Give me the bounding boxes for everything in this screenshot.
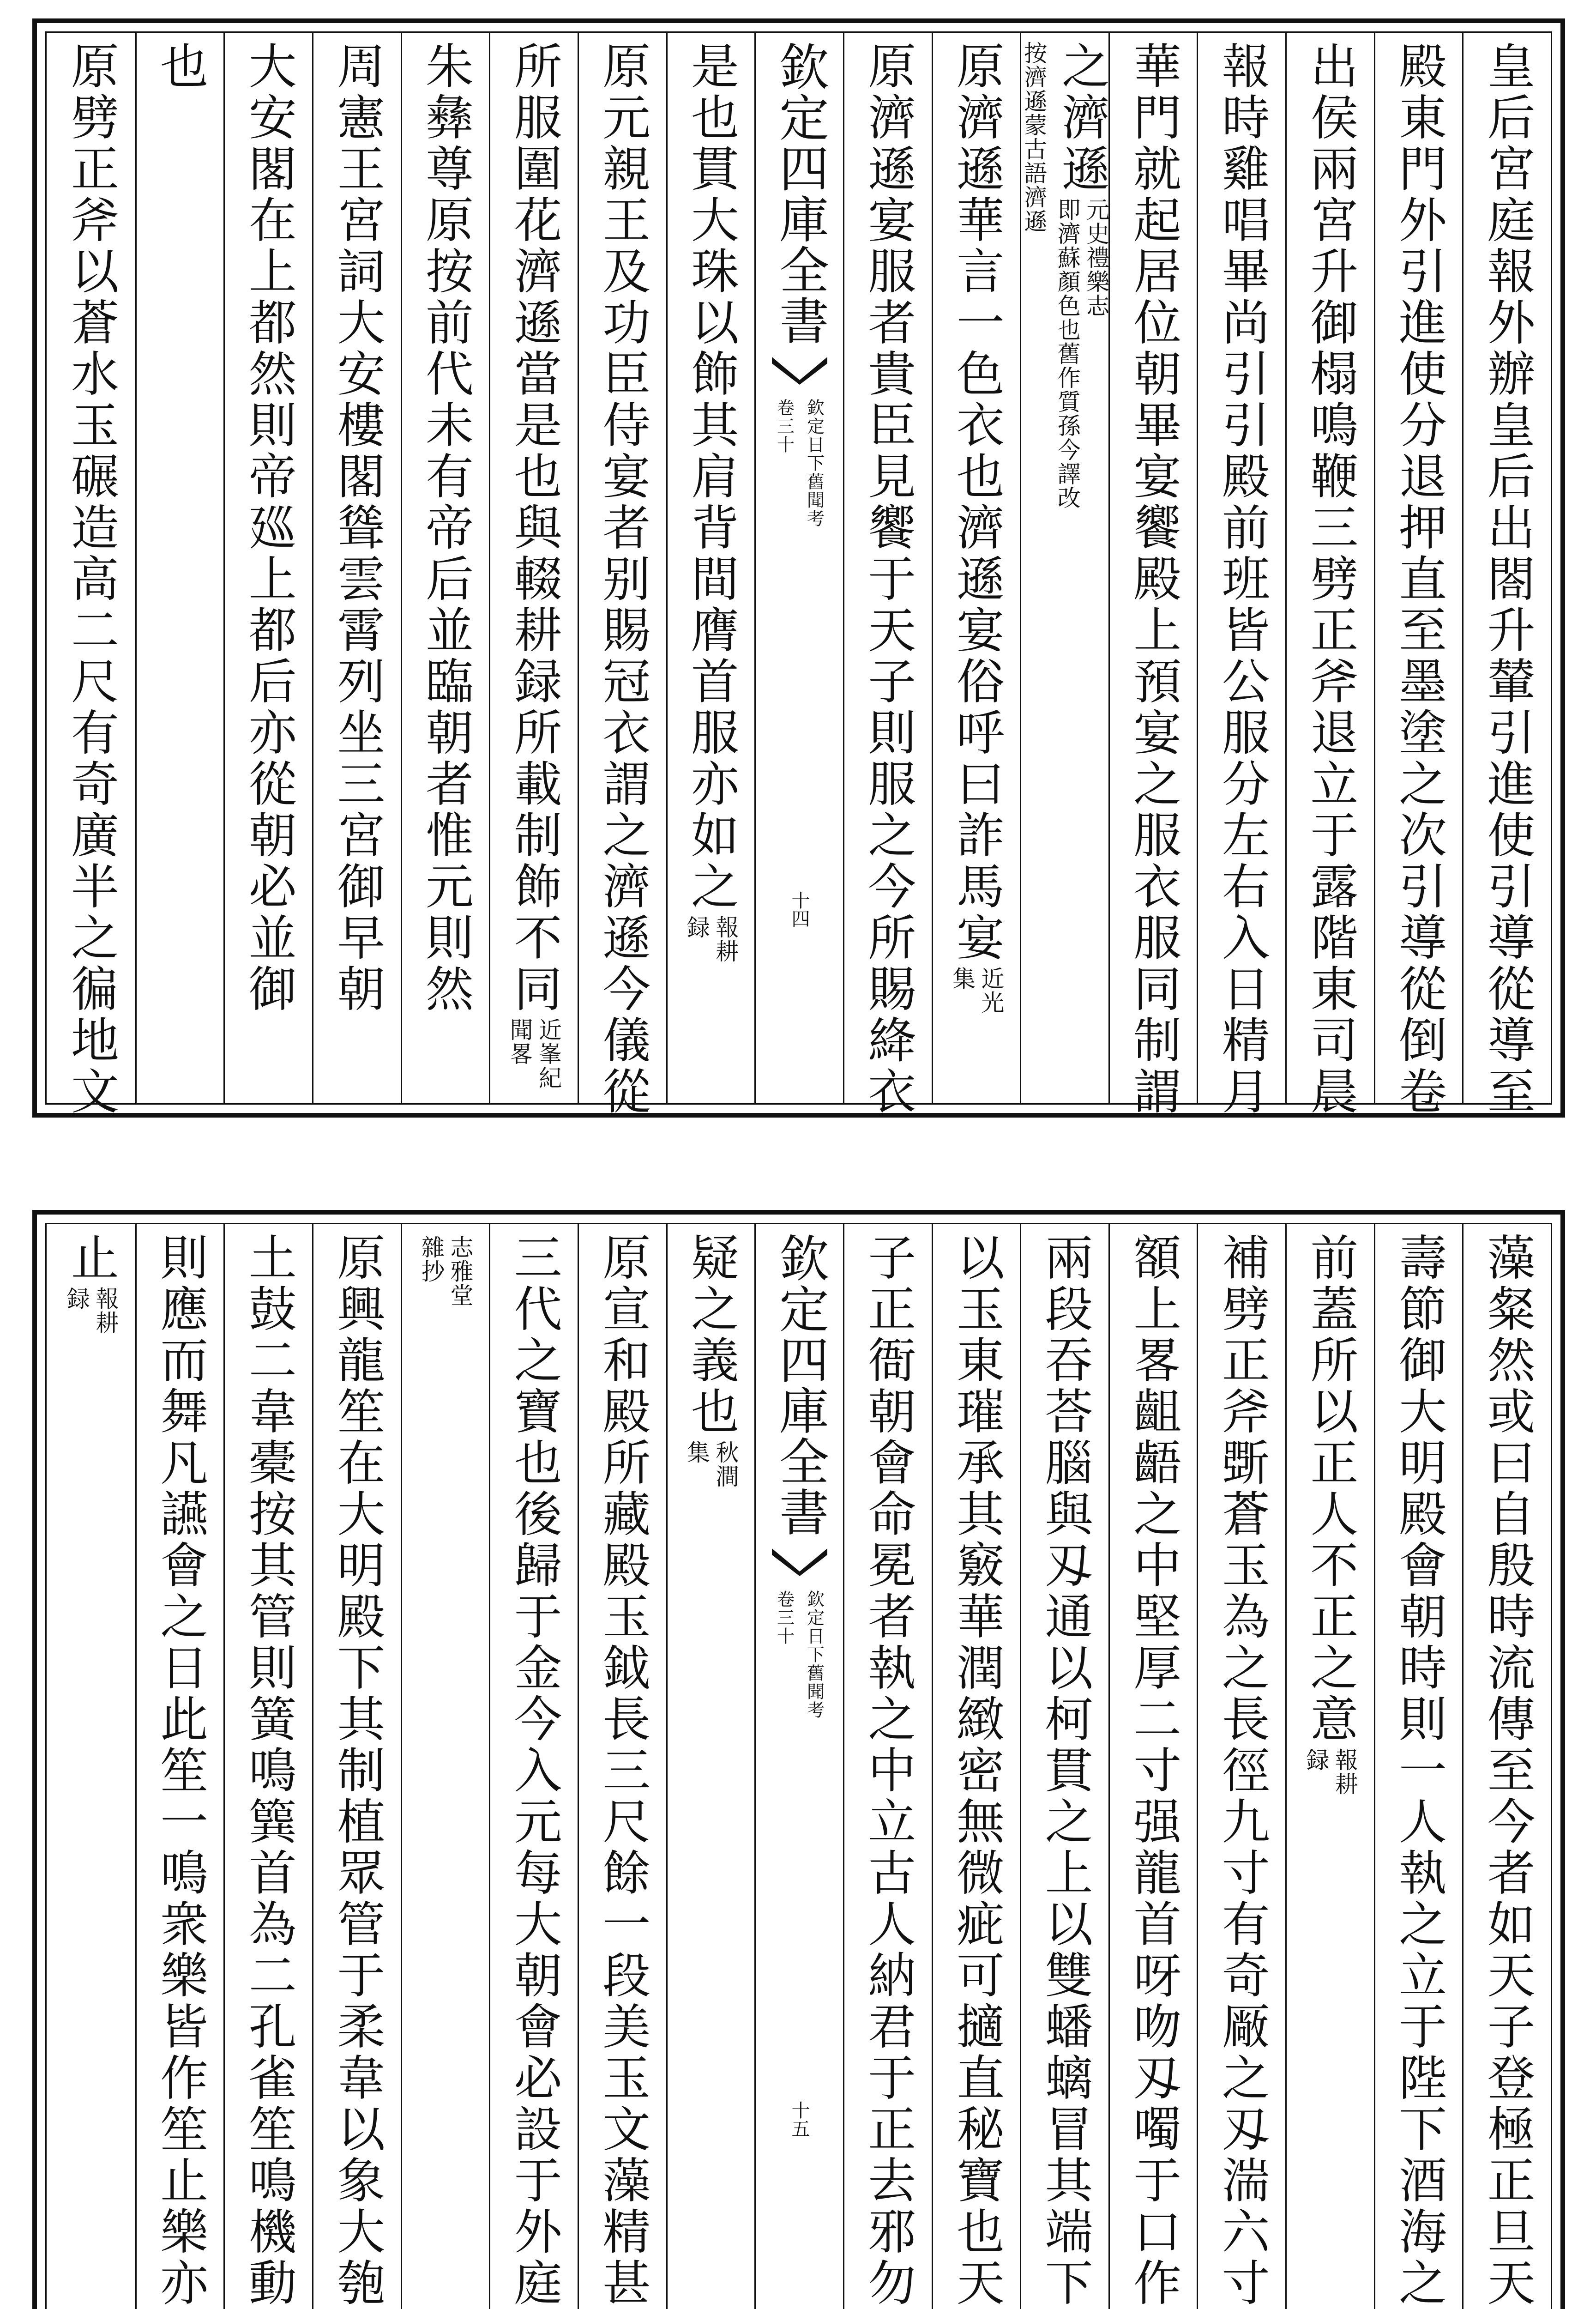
annotation-line: 秋澗: [712, 1440, 739, 1488]
main-text: 報時雞唱畢尚引引殿前班皆公服分左右入日精月: [1213, 41, 1270, 1118]
column-content: [1479, 1233, 1536, 2309]
text-column: [1462, 1224, 1551, 2309]
text-block: [329, 41, 385, 1015]
text-column: [666, 1224, 755, 2309]
text-column: [489, 33, 578, 1103]
bottom-page: [32, 1210, 1565, 2309]
fish-tail-mark-icon: [770, 352, 830, 385]
column-content: [1302, 41, 1359, 1118]
column-content: [417, 41, 474, 1015]
center-fold-column: [754, 33, 843, 1103]
text-block: [507, 41, 560, 1090]
text-column: [489, 1224, 578, 2309]
running-header: [772, 1590, 827, 1719]
main-text: 原劈正斧以蒼水玉碾造高二尺有奇廣半之徧地文: [62, 41, 119, 1118]
column-content: [1036, 1233, 1093, 2309]
text-block: [1036, 1233, 1093, 2309]
column-content: [152, 41, 209, 92]
annotation-line: 集: [683, 1440, 710, 1464]
main-text: 止: [62, 1233, 119, 1284]
center-fold-column: [754, 1224, 843, 2309]
column-content: [1479, 41, 1536, 1118]
main-text: 原興龍笙在大明殿下其制植眾管于柔韋以象大匏: [329, 1233, 385, 2309]
text-block: [684, 41, 737, 963]
annotation-line: 近光: [977, 967, 1005, 1015]
text-column: [47, 1224, 135, 2309]
main-text: 所服圍花濟遜當是也與輟耕録所載制飾不同: [506, 41, 562, 1015]
annotation-line: 按濟遜蒙古語濟遜: [1020, 41, 1048, 233]
main-text: 之濟遜: [1053, 41, 1110, 195]
annotation-line: 即濟蘇顏色也舊作質孫今譯改: [1054, 198, 1081, 510]
column-content: [506, 1233, 562, 2309]
main-text: 殿東門外引進使分退押直至墨塗之次引導從倒卷: [1391, 41, 1447, 1118]
running-header: [772, 399, 827, 528]
top-page-columns: [45, 31, 1552, 1118]
main-text: 大安閣在上都然則帝廵上都后亦從朝必並御: [240, 41, 297, 1015]
text-block: [240, 1233, 297, 2309]
main-text: 補劈正斧斲蒼玉為之長徑九寸有奇厰之刄湍六寸: [1213, 1233, 1270, 2309]
text-block: [1302, 41, 1359, 1118]
annotation: [507, 1018, 560, 1090]
book-title: 欽定四庫全書: [771, 1233, 829, 1537]
annotation-line: 録: [63, 1287, 90, 1311]
annotation-line: 元史禮樂志: [1083, 198, 1110, 318]
text-block: [1213, 41, 1270, 1118]
text-column: [223, 1224, 312, 2309]
text-column: [1374, 33, 1463, 1118]
text-column: [135, 33, 224, 1103]
text-column: [47, 33, 135, 1118]
column-content: [240, 41, 297, 1015]
column-content: [329, 1233, 385, 2309]
text-block: [1391, 41, 1447, 1118]
book-title: 欽定四庫全書: [771, 41, 829, 346]
text-block: [948, 1233, 1005, 2309]
main-text: 以玉東璀承其竅華潤緻密無微疵可擿直秘寶也天: [948, 1233, 1005, 2309]
main-text: 三代之寶也後歸于金今入元每大朝會必設于外庭: [506, 1233, 562, 2309]
running-header-line: 欽定日下舊聞考: [804, 399, 825, 528]
text-column: [312, 33, 401, 1103]
text-column: [843, 1224, 932, 2309]
annotation-line: 志雅堂: [446, 1235, 474, 1307]
column-content: [950, 41, 1003, 1015]
text-block: [1479, 41, 1536, 1118]
fish-tail-mark-icon: [770, 1544, 830, 1576]
text-block: [860, 41, 916, 1118]
text-block: [62, 41, 119, 1118]
text-column: [1285, 33, 1374, 1118]
annotation-line: 録: [1302, 1748, 1330, 1772]
column-content: [1022, 41, 1108, 510]
text-column: [1285, 1224, 1374, 2309]
column-content: [152, 1233, 209, 2309]
text-column: [1462, 33, 1551, 1118]
main-text: 原濟遜宴服者貴臣見饗于天子則服之今所賜絳衣: [860, 41, 916, 1118]
text-column: [1197, 33, 1285, 1118]
column-content: [1213, 41, 1270, 1118]
text-block: [594, 1233, 651, 2309]
folio-number: 十五: [789, 2101, 810, 2138]
column-content: [240, 1233, 297, 2309]
column-content: [419, 1233, 472, 1307]
text-column: [135, 1224, 224, 2309]
column-content: [64, 1233, 117, 1335]
column-content: [507, 41, 560, 1090]
main-text: 周憲王宮詞大安樓閣聳雲霄列坐三宮御早朝: [329, 41, 385, 1015]
main-text: 華門就起居位朝畢宴饗殿上預宴之服衣服同制謂: [1125, 41, 1182, 1118]
annotation: [684, 1440, 737, 1488]
annotation-line: 近峯紀: [535, 1018, 562, 1090]
annotation: [950, 967, 1003, 1015]
main-text: 原元親王及功臣侍宴者别賜冠衣謂之濟遜今儀從: [594, 41, 651, 1118]
text-block: [1391, 1233, 1447, 2309]
text-block: [1125, 1233, 1182, 2309]
column-content: [1213, 1233, 1270, 2309]
column-content: [329, 41, 385, 1015]
main-text: 前蓋所以正人不正之意: [1302, 1233, 1359, 1745]
text-block: [950, 41, 1003, 1015]
top-page: [32, 18, 1565, 1118]
annotation-line: 聞畧: [506, 1018, 533, 1066]
main-text: 朱彝尊原按前代未有帝后並臨朝者惟元則然: [417, 41, 474, 1015]
column-content: [684, 41, 737, 963]
main-text: 也: [152, 41, 209, 92]
annotation: [419, 1235, 472, 1307]
main-text: 土鼓二韋橐按其管則簧鳴簨首為二孔雀笙鳴機動: [240, 1233, 297, 2309]
column-content: [860, 41, 916, 1118]
running-header-line: 卷三十: [774, 399, 795, 454]
main-text: 額上畧齟齬之中堅厚二寸强龍首呀吻刄噣于口作: [1125, 1233, 1182, 2309]
running-header-line: 卷三十: [774, 1590, 795, 1645]
text-column: [1374, 1224, 1463, 2309]
text-column: [223, 33, 312, 1103]
text-block: [417, 41, 474, 1015]
text-column: [312, 1224, 401, 2309]
column-content: [684, 1233, 737, 1488]
annotation-line: 集: [948, 967, 976, 991]
text-block: [240, 41, 297, 1015]
main-text: 疑之義也: [682, 1233, 739, 1438]
column-content: [594, 41, 651, 1118]
main-text: 則應而舞凡讌會之日此笙一鳴衆樂皆作笙止樂亦: [152, 1233, 209, 2309]
annotation-line: 報耕: [712, 915, 739, 963]
text-block: [506, 1233, 562, 2309]
text-block: [64, 1233, 117, 1335]
main-text: 兩段吞荅腦與刄通以柯貫之上以雙蟠螭冒其端下: [1036, 1233, 1093, 2309]
main-text: 壽節御大明殿會朝時則一人執之立于陛下酒海之: [1391, 1233, 1447, 2309]
main-text: 是也貫大珠以飾其肩背間膺首服亦如之: [682, 41, 739, 913]
text-column: [666, 33, 755, 1103]
bottom-page-columns: [45, 1223, 1552, 2309]
text-block: [1304, 1233, 1357, 1796]
annotation: [1304, 1748, 1357, 1796]
main-text: 原濟遜華言一色衣也濟遜宴俗呼曰詐馬宴: [948, 41, 1005, 964]
text-block: [152, 1233, 209, 2309]
annotation-line: 報耕: [1331, 1748, 1358, 1796]
column-content: [1125, 41, 1182, 1118]
text-block: [684, 1233, 737, 1488]
text-column: [932, 1224, 1020, 2309]
text-block: [419, 1233, 472, 1307]
folio-number: 十四: [789, 891, 810, 928]
text-column: [1197, 1224, 1285, 2309]
text-column: [578, 33, 666, 1118]
running-header-line: 欽定日下舊聞考: [804, 1590, 825, 1719]
annotation-line: 録: [683, 915, 710, 939]
text-block: [329, 1233, 385, 2309]
annotation-line: 報耕: [92, 1287, 119, 1335]
text-column: [1020, 1224, 1108, 2309]
annotation-line: 雜抄: [417, 1235, 445, 1283]
column-content: [1125, 1233, 1182, 2309]
text-block: [1213, 1233, 1270, 2309]
text-column: [578, 1224, 666, 2309]
main-text: 出侯兩宮升御榻鳴鞭三劈正斧退立于露階東司晨: [1302, 41, 1359, 1118]
column-content: [860, 1233, 916, 2309]
main-text: 子正衙朝會命冕者執之中立古人納君于正去邪勿: [860, 1233, 916, 2309]
text-column: [932, 33, 1020, 1103]
text-column: [401, 33, 489, 1103]
column-content: [1391, 41, 1447, 1118]
text-column: [401, 1224, 489, 2309]
main-text: 原宣和殿所藏殿玉鉞長三尺餘一段美玉文藻精甚: [594, 1233, 651, 2309]
column-content: [1391, 1233, 1447, 2309]
text-block: [152, 41, 209, 92]
text-column: [1020, 33, 1108, 1103]
text-column: [1108, 33, 1197, 1118]
annotation: [684, 915, 737, 963]
column-content: [62, 41, 119, 1118]
column-content: [594, 1233, 651, 2309]
text-column: [843, 33, 932, 1118]
text-block: [860, 1233, 916, 2309]
text-block: [594, 41, 651, 1118]
annotation: [64, 1287, 117, 1335]
annotation-secondary: [1022, 41, 1046, 233]
text-block: [1055, 41, 1108, 510]
text-column: [1108, 1224, 1197, 2309]
text-block: [1125, 41, 1182, 1118]
column-content: [1304, 1233, 1357, 1796]
main-text: 藻粲然或曰自殷時流傳至今者如天子登極正旦天: [1479, 1233, 1536, 2309]
annotation: [1055, 198, 1108, 510]
main-text: 皇后宮庭報外辦皇后出閤升輦引進使引導從導至: [1479, 41, 1536, 1118]
text-block: [1479, 1233, 1536, 2309]
column-content: [948, 1233, 1005, 2309]
